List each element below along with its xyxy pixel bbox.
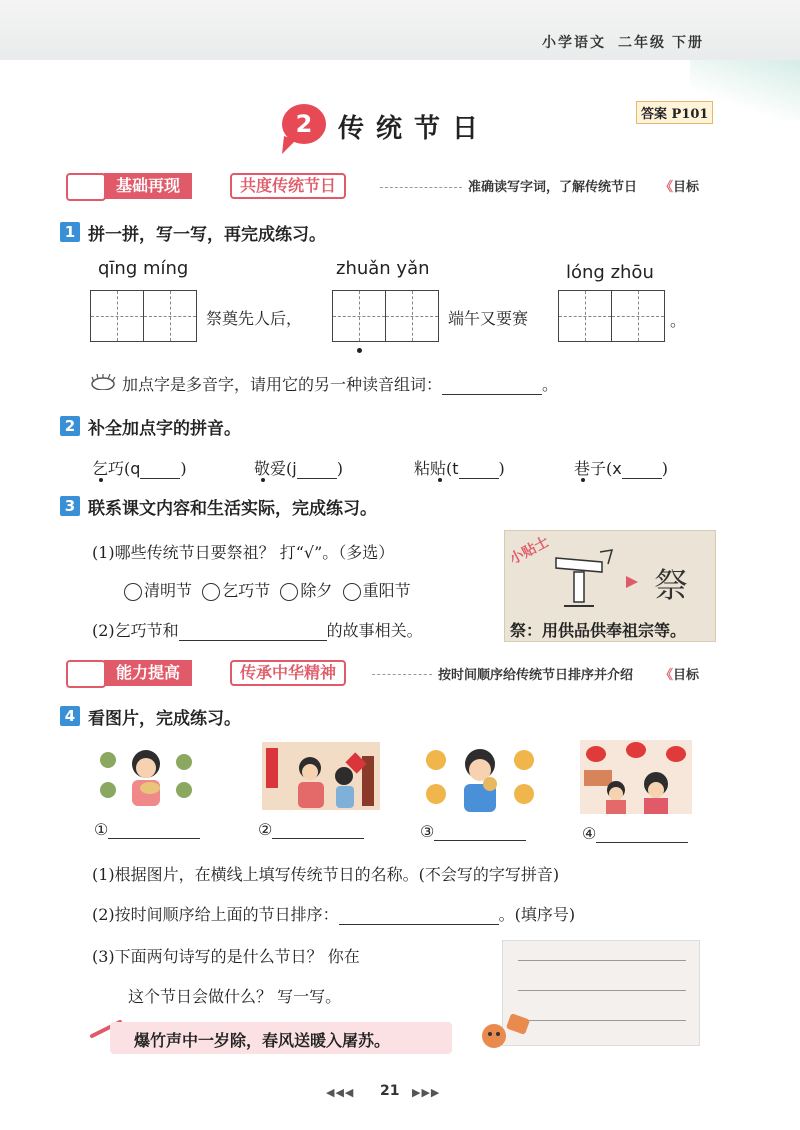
q2-blank[interactable] — [140, 460, 180, 479]
q3-sub2-blank[interactable] — [179, 622, 327, 641]
q1-number: 1 — [60, 222, 80, 242]
section-book-icon — [66, 173, 106, 201]
q2-item-3: 粘贴(t ) — [414, 459, 505, 478]
q1-note-text: 加点字是多音字，请用它的另一种读音组词： — [122, 375, 443, 394]
q2-item-2: 敬爱(j ) — [254, 459, 343, 478]
q1-pinyin-3: lóng zhōu — [566, 262, 654, 283]
answer-page: P101 — [671, 107, 709, 122]
q4-sub1: (1)根据图片，在横线上填写传统节日的名称。(不会写的字写拼音) — [92, 865, 560, 884]
q1-grid-1[interactable] — [90, 290, 197, 342]
q1-text-b: 端午又要赛 — [448, 309, 529, 328]
arrow-right-icon — [626, 576, 638, 588]
q1-text-a: 祭奠先人后， — [206, 309, 303, 328]
q2-item-4: 巷子(x ) — [574, 459, 668, 478]
option-label: 乞巧节 — [222, 581, 271, 600]
goal-tag-label: 目标 — [673, 668, 700, 683]
option-label: 除夕 — [300, 581, 333, 600]
q3-number: 3 — [60, 496, 80, 516]
tip-title: 小贴士 — [507, 533, 552, 568]
section-book-icon — [66, 660, 106, 688]
q1-title: 拼一拼，写一写，再完成练习。 — [88, 225, 326, 245]
q3-options — [124, 578, 411, 601]
q1-note-end: 。 — [542, 375, 559, 394]
q3-sub1: (1)哪些传统节日要祭祖？ 打“√”。（多选） — [92, 543, 395, 562]
q4-sub2-a: (2)按时间顺序给上面的节日排序： — [92, 905, 339, 924]
section2-sub: 传承中华精神 — [230, 660, 346, 686]
section1-goal-tag — [660, 176, 699, 195]
q2-hint: j — [292, 459, 297, 478]
illustration-lantern-festival — [580, 740, 692, 814]
q2-hint: x — [612, 459, 622, 478]
prev-page-icon[interactable]: ◀◀◀ — [326, 1086, 355, 1099]
q2-blank[interactable] — [297, 460, 337, 479]
poem-text: 爆竹声中一岁除，春风送暖入屠苏。 — [134, 1031, 391, 1050]
q4-label-num: ④ — [582, 824, 597, 843]
q4-label-num: ② — [258, 820, 273, 839]
q4-blank[interactable] — [596, 824, 688, 843]
option-circle[interactable] — [124, 583, 142, 601]
illustration-spring-festival — [262, 742, 380, 810]
q4-blank[interactable] — [108, 820, 200, 839]
q4-label-1 — [94, 820, 200, 839]
option-circle[interactable] — [343, 583, 361, 601]
section2-label: 能力提高 — [104, 660, 192, 686]
q4-label-2 — [258, 820, 364, 839]
header-grade: 二年级 — [618, 35, 666, 51]
q4-blank[interactable] — [272, 820, 364, 839]
q2-blank[interactable] — [622, 460, 662, 479]
q3-title: 联系课文内容和生活实际，完成练习。 — [88, 499, 377, 519]
q2-dot-2 — [261, 478, 265, 482]
q2-dot-4 — [581, 478, 585, 482]
answer-ref[interactable] — [636, 101, 713, 124]
writing-line — [518, 960, 686, 961]
q1-grid-3[interactable] — [558, 290, 665, 342]
page-number: 21 — [380, 1083, 400, 1099]
section1-label: 基础再现 — [104, 173, 192, 199]
goal-tag-label: 目标 — [673, 180, 700, 195]
writing-line — [518, 990, 686, 991]
section1-goal-text: 准确读写字词，了解传统节日 — [468, 180, 638, 195]
q4-label-num: ① — [94, 820, 109, 839]
q2-hint: t — [452, 459, 459, 478]
answer-label: 答案 — [641, 107, 668, 122]
option-circle[interactable] — [280, 583, 298, 601]
q1-emphasis-dot — [357, 348, 362, 353]
header-volume: 下册 — [672, 35, 704, 51]
q1-text-end: 。 — [670, 311, 687, 330]
q1-note — [122, 372, 558, 395]
q4-label-num: ③ — [420, 822, 435, 841]
writing-line — [518, 1020, 686, 1021]
q4-sub3-b: 这个节日会做什么？ 写一写。 — [128, 987, 342, 1006]
q1-grid-2[interactable] — [332, 290, 439, 342]
q2-blank[interactable] — [459, 460, 499, 479]
lesson-number: 2 — [282, 104, 326, 144]
q2-item-1: 乞巧(q ) — [92, 459, 187, 478]
q1-pinyin-2: zhuǎn yǎn — [336, 258, 430, 279]
q2-dot-3 — [438, 478, 442, 482]
section1-sub: 共度传统节日 — [230, 173, 346, 199]
q2-title: 补全加点字的拼音。 — [88, 419, 241, 439]
lesson-title: 传统节日 — [338, 114, 491, 144]
illustration-mid-autumn — [424, 742, 536, 812]
chevron-left-icon: 《 — [660, 180, 674, 195]
q4-label-3 — [420, 822, 526, 841]
option-label: 重阳节 — [362, 581, 411, 600]
header-book: 小学语文 — [542, 35, 606, 51]
chevron-left-icon: 《 — [660, 668, 674, 683]
q2-dot-1 — [99, 478, 103, 482]
q3-sub2-b: 的故事相关。 — [326, 621, 423, 640]
option-circle[interactable] — [202, 583, 220, 601]
next-page-icon[interactable]: ▶▶▶ — [412, 1086, 441, 1099]
q2-word: 乞巧 — [92, 459, 125, 478]
q4-title: 看图片，完成练习。 — [88, 709, 241, 729]
q4-blank[interactable] — [434, 822, 526, 841]
option-label: 清明节 — [144, 581, 193, 600]
q4-number: 4 — [60, 706, 80, 726]
tip-text: 祭：用供品供奉祖宗等。 — [510, 621, 687, 640]
section2-goal-text: 按时间顺序给传统节日排序并介绍 — [438, 668, 634, 683]
q2-word: 粘贴 — [414, 459, 447, 478]
section2-dash — [372, 674, 432, 675]
q4-sub3-a: (3)下面两句诗写的是什么节日？ 你在 — [92, 947, 360, 966]
mascot-icon — [472, 1008, 532, 1058]
q1-pinyin-1: qīng míng — [98, 258, 189, 279]
hedgehog-icon — [90, 374, 116, 390]
section2-goal-tag — [660, 664, 699, 683]
tip-char: 祭 — [654, 566, 688, 606]
q2-number: 2 — [60, 416, 80, 436]
illustration-qixi — [92, 742, 202, 808]
lesson-number-tail — [280, 136, 300, 156]
q2-hint: q — [130, 459, 141, 478]
q3-sub2-a: (2)乞巧节和 — [92, 621, 179, 640]
q1-note-blank[interactable] — [442, 376, 542, 395]
altar-icon — [550, 548, 620, 616]
q3-sub2 — [92, 618, 423, 641]
q4-sub2-blank[interactable] — [339, 906, 499, 925]
q4-sub2-b: 。(填序号) — [498, 905, 576, 924]
q4-sub2 — [92, 902, 575, 925]
q4-label-4 — [582, 824, 688, 843]
q2-word: 巷子 — [574, 459, 607, 478]
q2-word: 敬爱 — [254, 459, 287, 478]
section1-dash — [380, 187, 462, 188]
